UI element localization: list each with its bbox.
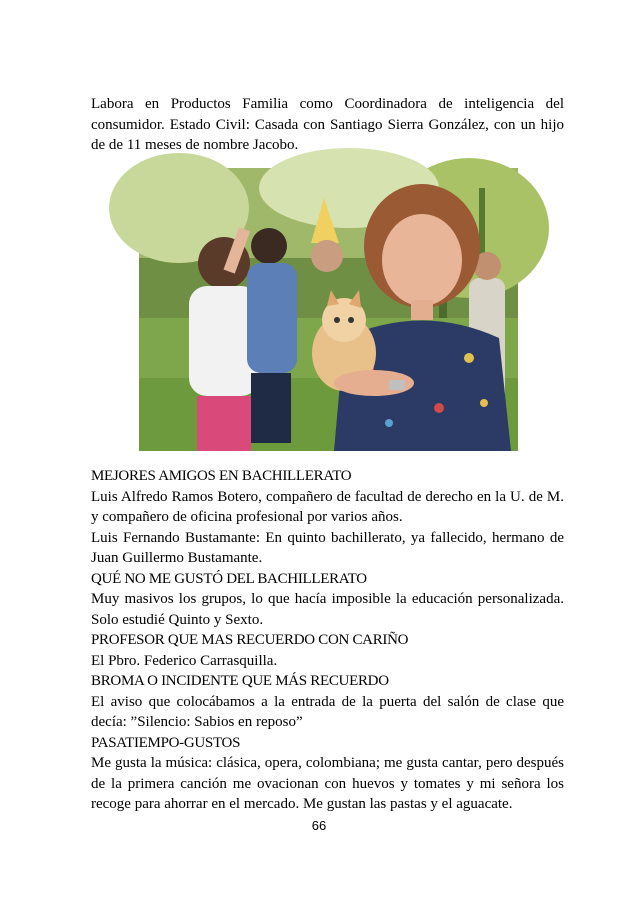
section-disliked bbox=[91, 569, 564, 631]
section-paragraph: Luis Fernando Bustamante: En quinto bachillerato, ya fallecido, hermano de Juan Guillermo Bustamante. bbox=[91, 529, 564, 566]
intro-paragraph: Labora en Productos Familia como Coordinadora de inteligencia del consumidor. Estado Civil: Casada con Santiago Sierra González, con un hijo de de 11 meses de nombre Jacobo. bbox=[91, 96, 564, 153]
section-heading: PASATIEMPO-GUSTOS bbox=[91, 734, 241, 751]
section-paragraph: Me gusta la música: clásica, opera, colombiana; me gusta cantar, pero después de la primera canción me ovacionan con huevos y tomates y mi señora los recoge para ahorrar en el mercado. Me gustan las pastas y el aguacate. bbox=[91, 755, 564, 812]
section-paragraph: Muy masivos los grupos, lo que hacía imposible la educación personalizada. Solo estudié Quinto y Sexto. bbox=[91, 591, 564, 628]
section-paragraph: El Pbro. Federico Carrasquilla. bbox=[91, 652, 278, 669]
section-favorite-teacher bbox=[91, 630, 564, 671]
section-memorable-prank bbox=[91, 671, 564, 733]
photo-woman-with-kitten bbox=[139, 168, 518, 451]
section-heading: BROMA O INCIDENTE QUE MÁS RECUERDO bbox=[91, 673, 389, 689]
page-number: 66 bbox=[311, 818, 327, 833]
section-heading: QUÉ NO ME GUSTÓ DEL BACHILLERATO bbox=[91, 570, 367, 587]
photo-illustration bbox=[139, 168, 518, 451]
section-heading: MEJORES AMIGOS EN BACHILLERATO bbox=[91, 468, 352, 484]
section-hobbies bbox=[91, 733, 564, 815]
section-paragraph: Luis Alfredo Ramos Botero, compañero de facultad de derecho en la U. de M. y compañero de oficina profesional por varios años. bbox=[91, 488, 564, 525]
section-heading: PROFESOR QUE MAS RECUERDO CON CARIÑO bbox=[91, 632, 409, 648]
section-paragraph: El aviso que colocábamos a la entrada de la puerta del salón de clase que decía: ”Silencio: Sabios en reposo” bbox=[91, 693, 564, 730]
section-best-friends bbox=[91, 466, 564, 569]
questionnaire-sections bbox=[91, 466, 564, 812]
